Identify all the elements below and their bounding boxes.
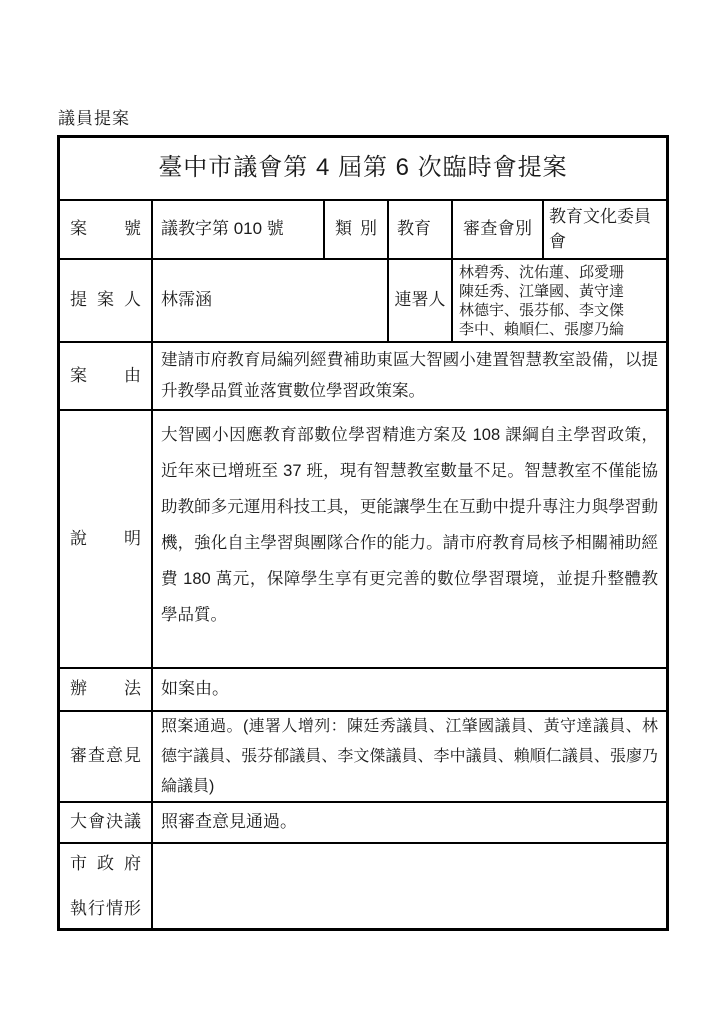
proposer-label-text: 提案人 xyxy=(70,290,141,310)
resolution-value: 照審查意見通過。 xyxy=(151,801,666,842)
method-label-text: 辦法 xyxy=(70,679,141,699)
proposer-value: 林霈涵 xyxy=(151,258,387,341)
subject-text: 建請市府教育局編列經費補助東區大智國小建置智慧教室設備，以提升教學品質並落實數位學習政策案。 xyxy=(161,351,658,400)
proposal-title: 臺中市議會第 4 屆第 6 次臨時會提案 xyxy=(158,154,568,182)
description-label-text: 說明 xyxy=(70,528,141,548)
document-type-label: 議員提案 xyxy=(58,109,130,128)
execution-label-line2: 執行情形 xyxy=(70,899,141,918)
cosigners-label: 連署人 xyxy=(387,258,451,341)
review-opinion-content xyxy=(151,710,666,801)
cosigners-line: 林德宇、張芬郁、李文傑 xyxy=(459,301,625,319)
committee-label xyxy=(451,199,542,258)
committee-label-text: 審查會別 xyxy=(463,219,532,239)
cosigners-line: 陳廷秀、江肇國、黃守達 xyxy=(459,282,625,300)
resolution-label-text: 大會決議 xyxy=(70,812,141,832)
cosigners-line: 李中、賴順仁、張廖乃綸 xyxy=(459,320,625,338)
subject-content xyxy=(151,341,666,409)
review-opinion-label-text: 審查意見 xyxy=(70,746,141,766)
description-label xyxy=(60,409,151,667)
case-number-label xyxy=(60,199,151,258)
execution-value xyxy=(151,842,666,928)
subject-label xyxy=(60,341,151,409)
method-label xyxy=(60,667,151,710)
proposal-table xyxy=(57,135,669,931)
category-label-text: 類別 xyxy=(335,219,377,239)
method-value: 如案由。 xyxy=(151,667,666,710)
cosigners-line: 林碧秀、沈佑蓮、邱愛珊 xyxy=(459,263,625,281)
category-label xyxy=(323,199,387,258)
category-value: 教育 xyxy=(387,199,451,258)
case-number-label-text: 案號 xyxy=(70,219,141,239)
proposer-label xyxy=(60,258,151,341)
review-opinion-text: 照案通過。(連署人增列：陳廷秀議員、江肇國議員、黃守達議員、林德宇議員、張芬郁議員、李文傑議員、李中議員、賴順仁議員、張廖乃綸議員) xyxy=(161,717,658,795)
review-opinion-label xyxy=(60,710,151,801)
resolution-label xyxy=(60,801,151,842)
description-content xyxy=(151,409,666,667)
execution-label-line1: 市政府 xyxy=(70,854,141,873)
cosigners-list xyxy=(451,258,666,341)
case-number-value: 議教字第 010 號 xyxy=(151,199,323,258)
description-text: 大智國小因應教育部數位學習精進方案及 108 課綱自主學習政策，近年來已增班至 37 班，現有智慧教室數量不足。智慧教室不僅能協助教師多元運用科技工具，更能讓學生在互動中提升專注力與學習動機，強化自主學習與團隊合作的能力。請市府教育局核予相關補助經費 180 萬元，保障學生享有更完善的數位學習環境，並提升整體教學品質。 xyxy=(161,426,658,624)
committee-value: 教育文化委員會 xyxy=(542,199,666,258)
execution-label xyxy=(60,842,151,928)
subject-label-text: 案由 xyxy=(70,365,141,385)
